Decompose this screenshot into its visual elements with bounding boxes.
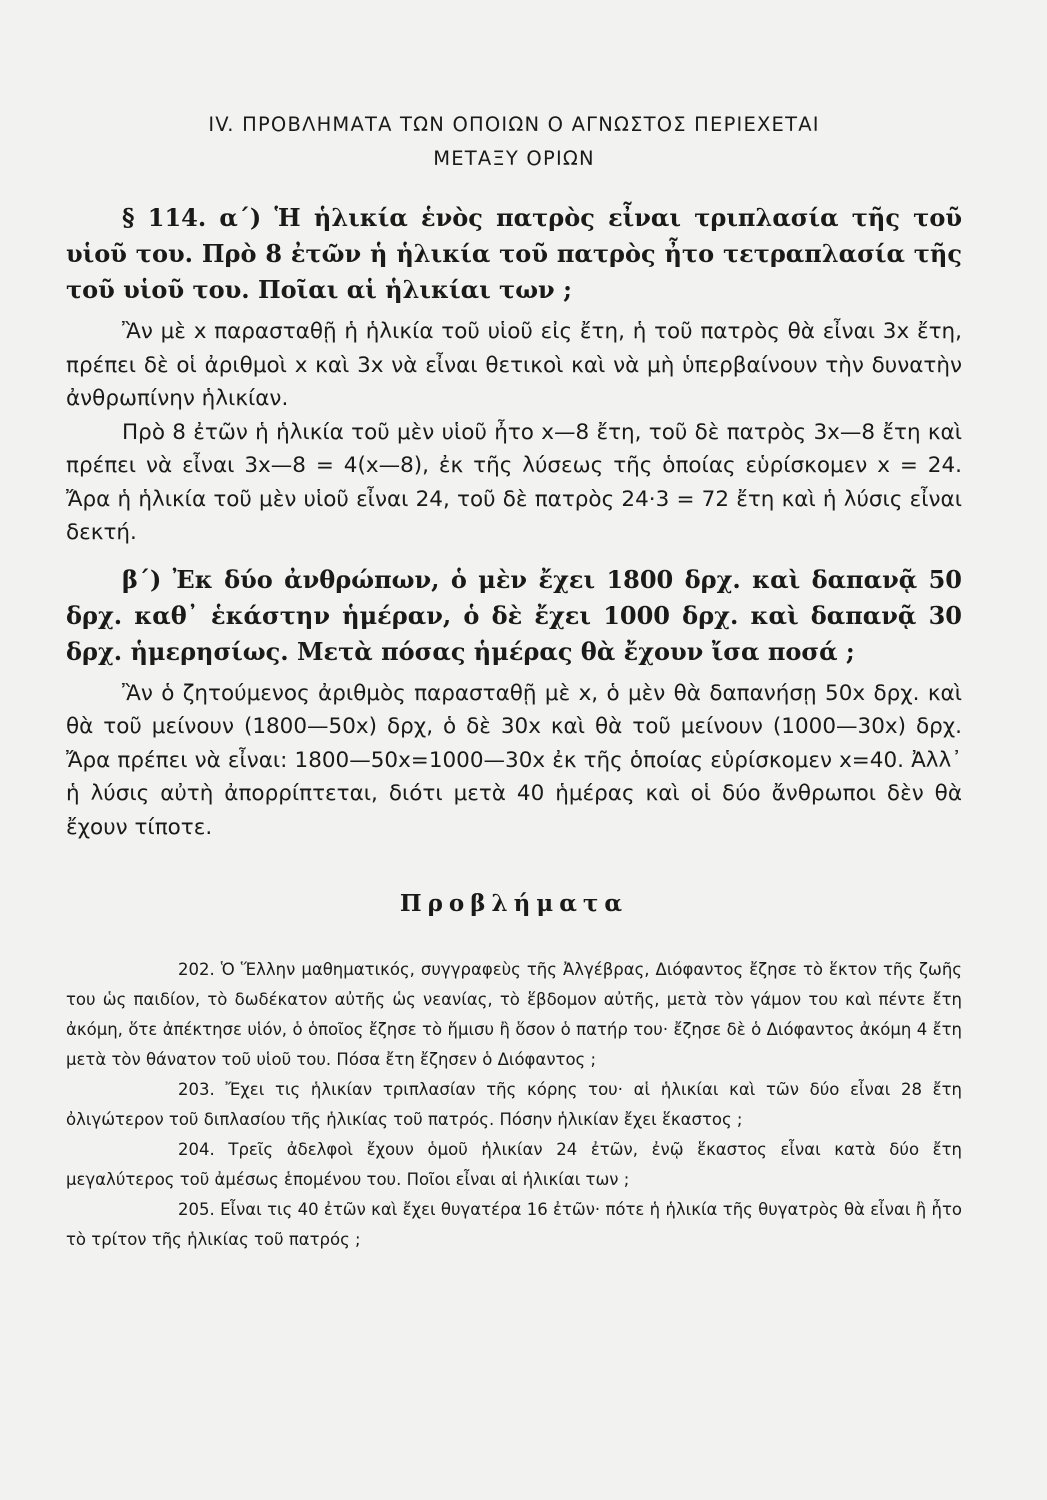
problem-number: 203. [178, 1080, 215, 1099]
chapter-title-line-1: IV. ΠΡΟΒΛΗΜΑΤΑ ΤΩΝ ΟΠΟΙΩΝ Ο ΑΓΝΩΣΤΟΣ ΠΕΡΙΕΧΕΤΑΙ [208, 113, 820, 136]
section-114b-statement: β΄) Ἐκ δύο ἀνθρώπων, ὁ μὲν ἔχει 1800 δρχ. καὶ δαπανᾷ 50 δρχ. καθ᾿ ἑκάστην ἡμέραν, ὁ δὲ ἔχει 1000 δρχ. καὶ δαπανᾷ 30 δρχ. ἡμερησίως. Μετὰ πόσας ἡμέρας θὰ ἔχουν ἴσα ποσά ; [66, 564, 962, 666]
section-114a-statement: § 114. α΄) Ἡ ἡλικία ἑνὸς πατρὸς εἶναι τριπλασία τῆς τοῦ υἱοῦ του. Πρὸ 8 ἐτῶν ἡ ἡλικία τοῦ πατρὸς ἦτο τετραπλασία τῆς τοῦ υἱοῦ του. Ποῖαι αἱ ἡλικίαι των ; [66, 203, 962, 304]
chapter-title [66, 108, 962, 176]
page-body [66, 200, 962, 1255]
problem-item [66, 1075, 962, 1135]
problem-number: 204. [178, 1140, 215, 1159]
problems-heading: Προβλήματα [399, 890, 629, 917]
problem-text: Ἔχει τις ἡλικίαν τριπλασίαν τῆς κόρης του· αἱ ἡλικίαι καὶ τῶν δύο εἶναι 28 ἔτη ὀλιγώτερον τοῦ διπλασίου τῆς ἡλικίας τοῦ πατρός. Πόσην ἡλικίαν ἔχει ἕκαστος ; [66, 1080, 962, 1129]
problem-text: Ὁ Ἕλλην μαθηματικός, συγγραφεὺς τῆς Ἀλγέβρας, Διόφαντος ἔζησε τὸ ἕκτον τῆς ζωῆς του ὡς παιδίον, τὸ δωδέκατον αὐτῆς ὡς νεανίας, τὸ ἕβδομον αὐτῆς, μετὰ τὸν γάμον του καὶ πέντε ἔτη ἀκόμη, ὅτε ἀπέκτησε υἱόν, ὁ ὁποῖος ἔζησε τὸ ἥμισυ ἢ ὅσον ὁ πατήρ του· ἔζησε δὲ ὁ Διόφαντος ἀκόμη 4 ἔτη μετὰ τὸν θάνατον τοῦ υἱοῦ του. Πόσα ἔτη ἔζησεν ὁ Διόφαντος ; [66, 960, 962, 1069]
problem-number: 202. [178, 960, 215, 979]
problem-number: 205. [178, 1200, 215, 1219]
problem-text: Τρεῖς ἀδελφοὶ ἔχουν ὁμοῦ ἡλικίαν 24 ἐτῶν, ἐνῷ ἕκαστος εἶναι κατὰ δύο ἔτη μεγαλύτερος τοῦ ἀμέσως ἑπομένου του. Ποῖοι εἶναι αἱ ἡλικίαι των ; [66, 1140, 962, 1189]
problem-item [66, 955, 962, 1075]
section-114a-paragraph-1: Ἂν μὲ x παρασταθῇ ἡ ἡλικία τοῦ υἱοῦ εἰς ἔτη, ἡ τοῦ πατρὸς θὰ εἶναι 3x ἔτη, πρέπει δὲ οἱ ἀριθμοὶ x καὶ 3x νὰ εἶναι θετικοὶ καὶ νὰ μὴ ὑπερβαίνουν τὴν δυνατὴν ἀνθρωπίνην ἡλικίαν. [66, 319, 962, 411]
problems-list [66, 955, 962, 1255]
chapter-title-line-2: ΜΕΤΑΞΥ ΟΡΙΩΝ [433, 147, 595, 170]
problem-item [66, 1195, 962, 1255]
problem-text: Εἶναι τις 40 ἐτῶν καὶ ἔχει θυγατέρα 16 ἐτῶν· πότε ἡ ἡλικία τῆς θυγατρὸς θὰ εἶναι ἢ ἦτο τὸ τρίτον τῆς ἡλικίας τοῦ πατρός ; [66, 1200, 962, 1249]
section-114b-paragraph-1: Ἂν ὁ ζητούμενος ἀριθμὸς παρασταθῇ μὲ x, ὁ μὲν θὰ δαπανήσῃ 50x δρχ. καὶ θὰ τοῦ μείνουν (1800—50x) δρχ, ὁ δὲ 30x καὶ θὰ τοῦ μείνουν (1000—30x) δρχ. Ἄρα πρέπει νὰ εἶναι: 1800—50x=1000—30x ἐκ τῆς ὁποίας εὑρίσκομεν x=40. Ἀλλ᾿ ἡ λύσις αὐτὴ ἀπορρίπτεται, διότι μετὰ 40 ἡμέρας καὶ οἱ δύο ἄνθρωποι δὲν θὰ ἔχουν τίποτε. [66, 680, 962, 840]
problem-item [66, 1135, 962, 1195]
section-114a-paragraph-2: Πρὸ 8 ἐτῶν ἡ ἡλικία τοῦ μὲν υἱοῦ ἦτο x—8 ἔτη, τοῦ δὲ πατρὸς 3x—8 ἔτη καὶ πρέπει νὰ εἶναι 3x—8 = 4(x—8), ἐκ τῆς λύσεως τῆς ὁποίας εὑρίσκομεν x = 24. Ἄρα ἡ ἡλικία τοῦ μὲν υἱοῦ εἶναι 24, τοῦ δὲ πατρὸς 24·3 = 72 ἔτη καὶ ἡ λύσις εἶναι δεκτή. [66, 419, 962, 545]
